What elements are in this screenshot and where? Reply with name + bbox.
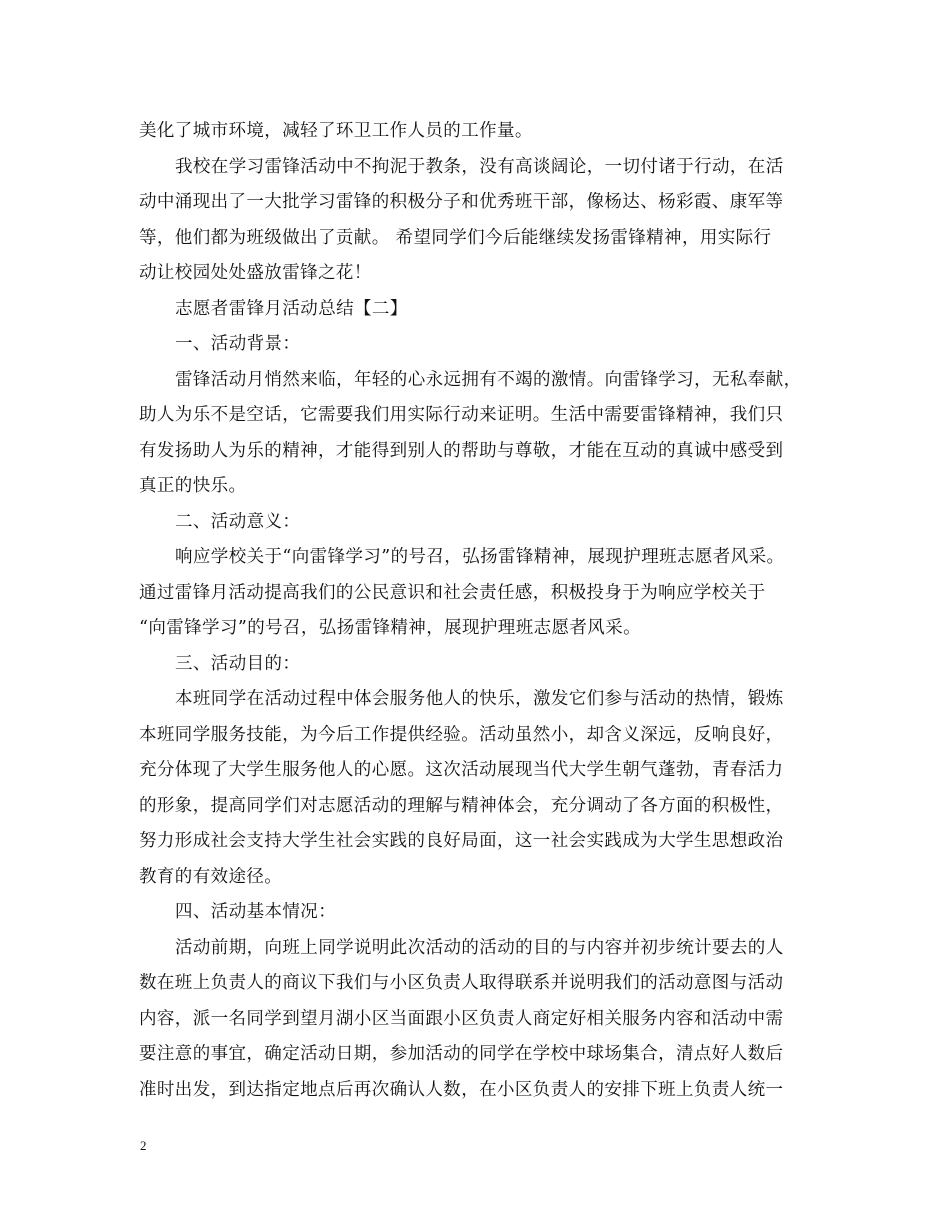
text-line: 四、活动基本情况：: [175, 902, 337, 922]
text-line: 充分体现了大学生服务他人的心愿。这次活动展现当代大学生朝气蓬勃，青春活力: [139, 760, 784, 780]
text-line: 二、活动意义：: [175, 511, 301, 532]
text-line: 助人为乐不是空话，它需要我们用实际行动来证明。生活中需要雷锋精神，我们只: [139, 405, 784, 425]
text-line: 等，他们都为班级做出了贡献。 希望同学们今后能继续发扬雷锋精神，用实际行: [139, 227, 772, 248]
page-number: 2: [140, 1138, 147, 1153]
text-line: 真正的快乐。: [139, 476, 247, 496]
text-line: 准时出发，到达指定地点后再次确认人数，在小区负责人的安排下班上负责人统一: [139, 1079, 784, 1100]
paragraph: [139, 931, 825, 1109]
paragraph: [139, 895, 825, 931]
text-line: 要注意的事宜，确定活动日期，参加活动的同学在学校中球场集合，清点好人数后: [139, 1044, 784, 1064]
text-line: 美化了城市环境，减轻了环卫工作人员的工作量。: [139, 121, 533, 141]
paragraph: [139, 363, 825, 505]
text-line: 数在班上负责人的商议下我们与小区负责人取得联系并说明我们的活动意图与活动: [139, 973, 784, 993]
text-line: 本班同学在活动过程中体会服务他人的快乐，激发它们参与活动的热情，锻炼: [175, 689, 784, 709]
paragraph: [139, 114, 825, 150]
paragraph: [139, 540, 825, 647]
text-line: 雷锋活动月悄然来临，年轻的心永远拥有不竭的激情。向雷锋学习，无私奉献，: [175, 369, 802, 390]
paragraph: [139, 292, 825, 328]
text-line: 活动前期，向班上同学说明此次活动的活动的目的与内容并初步统计要去的人: [175, 937, 784, 958]
text-line: 我校在学习雷锋活动中不拘泥于教条，没有高谈阔论，一切付诸于行动，在活: [175, 156, 784, 177]
paragraph: [139, 682, 825, 895]
text-line: 内容，派一名同学到望月湖小区当面跟小区负责人商定好相关服务内容和活动中需: [139, 1008, 784, 1029]
text-line: 有发扬助人为乐的精神，才能得到别人的帮助与尊敬，才能在互动的真诚中感受到: [139, 440, 784, 461]
text-line: 本班同学服务技能，为今后工作提供经验。活动虽然小，却含义深远，反响良好，: [139, 724, 784, 745]
text-line: “向雷锋学习”的号召，弘扬雷锋精神，展现护理班志愿者风采。: [139, 618, 641, 638]
paragraph: [139, 505, 825, 541]
text-line: 通过雷锋月活动提高我们的公民意识和社会责任感，积极投身于为响应学校关于: [139, 582, 766, 603]
text-line: 志愿者雷锋月活动总结【二】: [175, 298, 408, 319]
text-line: 动中涌现出了一大批学习雷锋的积极分子和优秀班干部，像杨达、杨彩霞、康军等: [139, 192, 784, 212]
text-line: 教育的有效途径。: [139, 866, 283, 887]
text-line: 的形象，提高同学们对志愿活动的理解与精神体会，充分调动了各方面的积极性，: [139, 795, 784, 816]
paragraph: [139, 327, 825, 363]
text-line: 一、活动背景：: [175, 334, 301, 354]
text-line: 努力形成社会支持大学生社会实践的良好局面，这一社会实践成为大学生思想政治: [139, 831, 784, 851]
document-body: [139, 114, 825, 1108]
paragraph: [139, 150, 825, 292]
paragraph: [139, 647, 825, 683]
text-line: 三、活动目的：: [175, 653, 301, 674]
text-line: 动让校园处处盛放雷锋之花！: [139, 263, 372, 283]
text-line: 响应学校关于“向雷锋学习”的号召，弘扬雷锋精神，展现护理班志愿者风采。: [175, 547, 785, 567]
